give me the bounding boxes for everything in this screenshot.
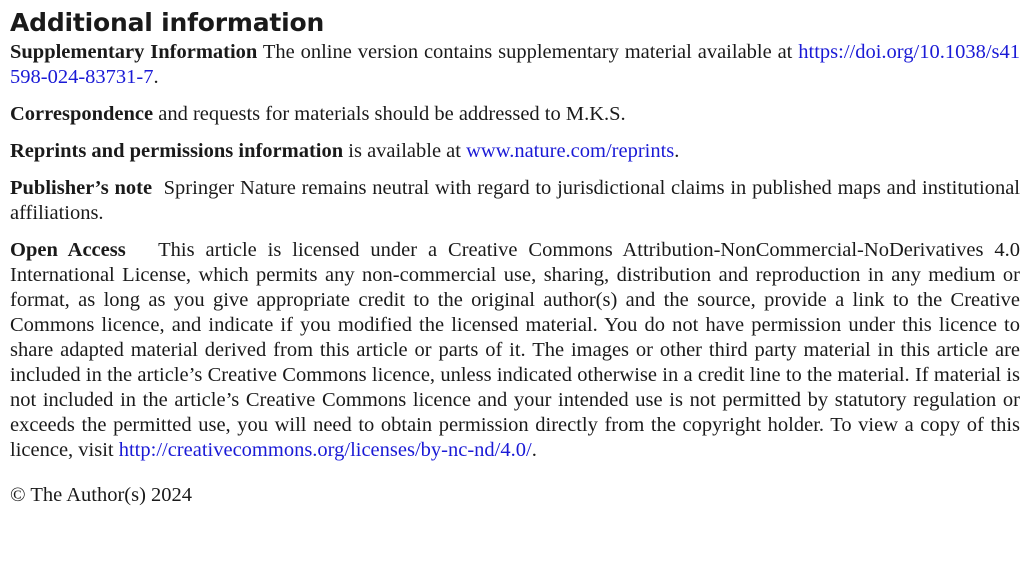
open-access-paragraph [10,238,1026,463]
correspondence-label: Correspondence [10,103,154,125]
correspondence-text: and requests for materials should be addressed to M.K.S. [153,103,626,125]
supplementary-information-paragraph [10,40,1020,90]
copyright-notice: © The Author(s) 2024 [10,484,193,506]
reprints-paragraph [10,139,1020,164]
creative-commons-link[interactable]: http://creativecommons.org/licenses/by-nc-nd/4.0/ [118,439,532,461]
supplementary-doi-link[interactable]: https://doi.org/10.1038/s41598-024-83731-7 [10,41,1020,88]
supplementary-information-label: Supplementary Information [10,41,258,63]
supplementary-tail: . [153,66,159,88]
supplementary-information-text: The online version contains supplementary material available at [257,41,799,63]
reprints-label: Reprints and permissions information [10,140,344,162]
section-heading: Additional information [10,8,325,37]
open-access-tail: . [531,439,537,461]
additional-information-section [10,8,1026,508]
open-access-text: This article is licensed under a Creative Commons Attribution-NonCommercial-NoDerivatives 4.0 International License, which permits any non-commercial use, sharing, distribution and reproduction in any medium or format, as long as you give appropriate credit to the original author(s) and the source, provide a link to the Creative Commons licence, and indicate if you modified the licensed material. You do not have permission under this licence to share adapted material derived from this article or parts of it. The images or other third party material in this article are included in the article’s Creative Commons licence, unless indicated otherwise in a credit line to the material. If material is not included in the article’s Creative Commons licence and your intended use is not permitted by statutory regulation or exceeds the permitted use, you will need to obtain permission directly from the copyright holder. To view a copy of this licence, visit [10,239,1026,461]
publisher-note-label: Publisher’s note [10,177,153,199]
open-access-label: Open Access [10,239,126,261]
reprints-tail: . [674,140,680,162]
reprints-link[interactable]: www.nature.com/reprints [466,140,675,162]
correspondence-paragraph [10,102,1020,127]
publisher-note-text: Springer Nature remains neutral with regard to jurisdictional claims in published maps and institutional affiliations. [10,177,1026,224]
reprints-text: is available at [343,140,467,162]
publisher-note-paragraph [10,176,1026,226]
